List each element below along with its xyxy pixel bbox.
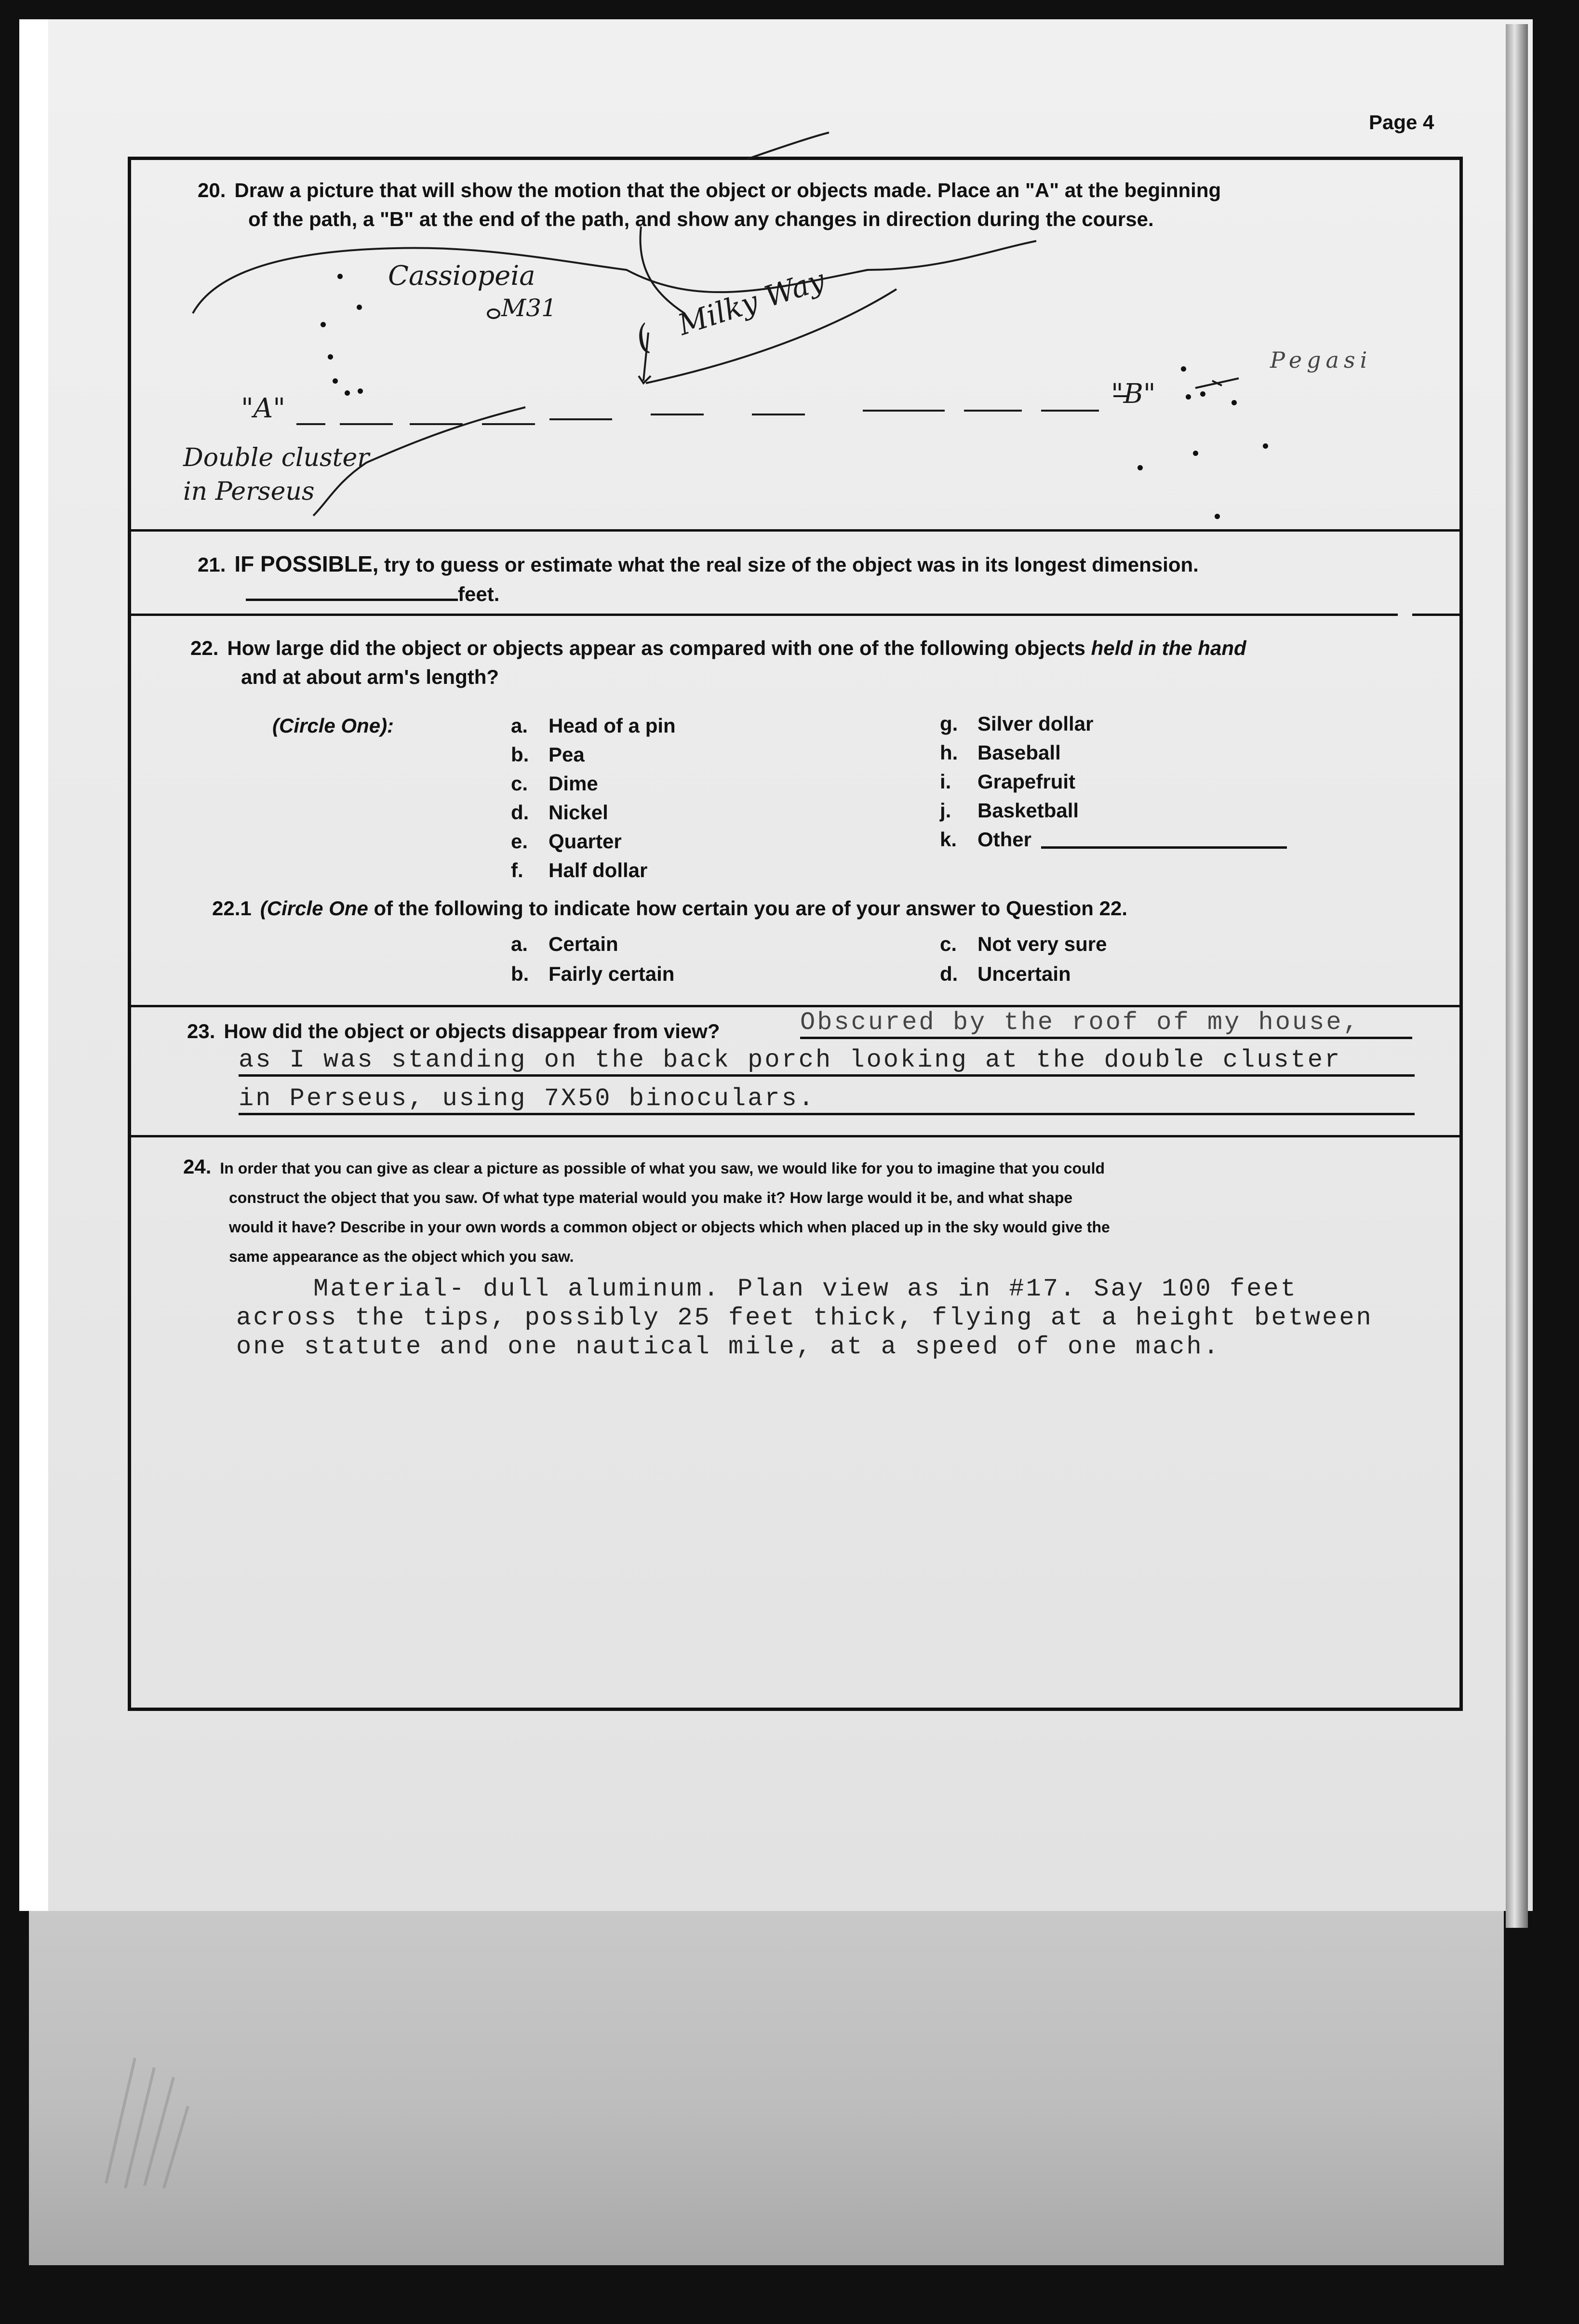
option-label: Other	[977, 828, 1032, 851]
option-label: Fairly certain	[549, 962, 675, 985]
size-option-0[interactable]	[511, 714, 676, 743]
star-dot	[358, 388, 363, 394]
size-option-1[interactable]	[511, 743, 676, 772]
label-pegasus: Pegasi	[1270, 347, 1372, 373]
option-letter: c.	[940, 933, 957, 955]
size-option-2[interactable]	[511, 772, 676, 801]
star-dot	[1186, 394, 1191, 400]
question-23-text: How did the object or objects disappear from view?	[224, 1020, 720, 1042]
question-22-1-emphasis: (Circle One	[260, 897, 368, 920]
question-22-1-text: of the following to indicate how certain you are of your answer to Question 22.	[374, 897, 1128, 920]
question-20-line1: Draw a picture that will show the motion that the object or objects made. Place an "A" at the beginning	[234, 179, 1221, 201]
option-letter: h.	[940, 741, 958, 764]
size-option-4[interactable]	[511, 830, 676, 859]
label-cassiopeia: Cassiopeia	[388, 260, 535, 292]
question-21	[198, 549, 1451, 609]
divider-21-22-end	[1412, 614, 1460, 616]
option-letter: c.	[511, 772, 528, 795]
path-segment	[410, 423, 463, 425]
other-size-field[interactable]	[1041, 828, 1287, 849]
path-segment	[482, 423, 535, 425]
question-22-emphasis: held in the hand	[1091, 637, 1246, 659]
divider-23-24	[131, 1135, 1459, 1137]
option-letter: g.	[940, 712, 958, 735]
option-label: Pea	[549, 743, 585, 766]
m31-marker	[487, 308, 500, 319]
question-23	[187, 1017, 720, 1046]
star-dot	[1181, 366, 1186, 372]
star-dot	[1193, 451, 1198, 456]
size-option-3[interactable]	[511, 801, 676, 830]
question-22	[190, 634, 1453, 692]
star-dot	[1200, 391, 1205, 397]
option-label: Basketball	[977, 799, 1079, 822]
label-m31: M31	[501, 294, 557, 322]
option-label: Half dollar	[549, 859, 648, 882]
size-option-alt-2[interactable]	[940, 770, 1093, 799]
option-letter: b.	[511, 962, 529, 985]
option-label: Not very sure	[977, 933, 1107, 955]
option-letter: j.	[940, 799, 951, 822]
star-dot	[357, 305, 362, 310]
certainty-option-1[interactable]	[511, 962, 674, 992]
disappearance-answer-line-2[interactable]: as I was standing on the back porch looking at the double cluster	[239, 1046, 1415, 1077]
option-letter: a.	[511, 933, 528, 955]
option-letter: e.	[511, 830, 528, 853]
certainty-option-0[interactable]	[511, 933, 674, 962]
certainty-option-alt-1[interactable]	[940, 962, 1107, 992]
question-22-number: 22.	[190, 637, 219, 659]
disappearance-answer-line-1[interactable]: Obscured by the roof of my house,	[800, 1008, 1412, 1039]
label-start-a: "A"	[241, 393, 285, 424]
question-24-line3: would it have? Describe in your own words a common object or objects which when placed up in the sky would give the	[229, 1218, 1110, 1236]
size-option-alt-1[interactable]	[940, 741, 1093, 770]
question-24-line2: construct the object that you saw. Of what type material would you make it? How large would it be, and what shape	[229, 1189, 1073, 1206]
certainty-option-alt-0[interactable]	[940, 933, 1107, 962]
question-21-text: try to guess or estimate what the real size of the object was in its longest dimension.	[384, 553, 1199, 576]
star-dot	[328, 354, 333, 360]
question-22-text: How large did the object or objects appear as compared with one of the following objects	[227, 637, 1085, 659]
label-double-cluster-line2: in Perseus	[183, 477, 315, 506]
size-options-left	[511, 714, 676, 888]
star-dot	[1215, 514, 1220, 519]
option-letter: f.	[511, 859, 523, 882]
question-22-1	[212, 894, 1127, 923]
star-dot	[1231, 400, 1237, 405]
question-22-instruction: (Circle One):	[272, 714, 394, 737]
film-scratch-marks	[92, 2048, 217, 2193]
size-estimate-field[interactable]	[246, 579, 458, 601]
size-option-alt-3[interactable]	[940, 799, 1093, 828]
disappearance-answer-line-3[interactable]: in Perseus, using 7X50 binoculars.	[239, 1084, 1415, 1115]
option-label: Quarter	[549, 830, 622, 853]
question-23-number: 23.	[187, 1020, 215, 1042]
film-margin	[29, 1909, 1504, 2265]
path-segment	[651, 414, 704, 415]
label-end-b: "B"	[1111, 378, 1156, 410]
divider-22-23	[131, 1005, 1459, 1007]
question-24	[183, 1152, 1456, 1271]
question-22-1-number: 22.1	[212, 897, 252, 920]
path-segment	[549, 418, 612, 420]
label-milky-way-start: (	[629, 317, 656, 359]
question-21-number: 21.	[198, 553, 226, 576]
size-option-5[interactable]	[511, 859, 676, 888]
star-dot	[333, 378, 338, 384]
certainty-options-right	[940, 933, 1107, 992]
path-segment	[296, 423, 325, 425]
option-label: Uncertain	[977, 962, 1071, 985]
option-letter: a.	[511, 714, 528, 737]
question-21-unit: feet.	[458, 583, 500, 605]
option-label: Dime	[549, 772, 598, 795]
label-milky-way: Milky Way	[674, 263, 829, 342]
option-letter: i.	[940, 770, 951, 793]
object-description-line-1[interactable]: Material- dull aluminum. Plan view as in #17. Say 100 feet	[313, 1275, 1298, 1303]
question-20-line2: of the path, a "B" at the end of the path, and show any changes in direction during the course.	[248, 208, 1154, 230]
label-double-cluster-line1: Double cluster	[183, 443, 370, 472]
question-22-line2: and at about arm's length?	[241, 666, 499, 688]
star-dot	[1137, 465, 1143, 470]
option-letter: d.	[940, 962, 958, 985]
option-label: Head of a pin	[549, 714, 676, 737]
option-letter: d.	[511, 801, 529, 824]
object-description-line-2[interactable]: across the tips, possibly 25 feet thick, flying at a height between	[236, 1304, 1373, 1332]
option-letter: b.	[511, 743, 529, 766]
option-label: Certain	[549, 933, 618, 955]
question-21-lead: IF POSSIBLE,	[234, 551, 379, 576]
question-24-line1: In order that you can give as clear a picture as possible of what you saw, we would like for you to imagine that you could	[220, 1160, 1105, 1177]
option-label: Baseball	[977, 741, 1061, 764]
star-dot	[321, 322, 326, 327]
divider-21-22	[131, 614, 1398, 616]
path-segment	[863, 410, 945, 412]
option-letter: k.	[940, 828, 957, 851]
certainty-options-left	[511, 933, 674, 992]
size-option-alt-0[interactable]	[940, 712, 1093, 741]
question-24-line4: same appearance as the object which you saw.	[229, 1248, 574, 1265]
page-number: Page 4	[1369, 111, 1434, 134]
question-24-number: 24.	[183, 1155, 212, 1178]
path-segment	[964, 410, 1022, 412]
option-label: Nickel	[549, 801, 608, 824]
object-description-line-3[interactable]: one statute and one nautical mile, at a speed of one mach.	[236, 1333, 1220, 1361]
star-dot	[345, 390, 350, 396]
option-label: Silver dollar	[977, 712, 1094, 735]
star-dot	[1263, 443, 1268, 449]
path-segment	[752, 414, 805, 415]
path-segment	[340, 423, 393, 425]
star-dot	[337, 274, 343, 279]
option-label: Grapefruit	[977, 770, 1076, 793]
path-segment	[1041, 410, 1099, 412]
question-20-number: 20.	[198, 179, 226, 201]
